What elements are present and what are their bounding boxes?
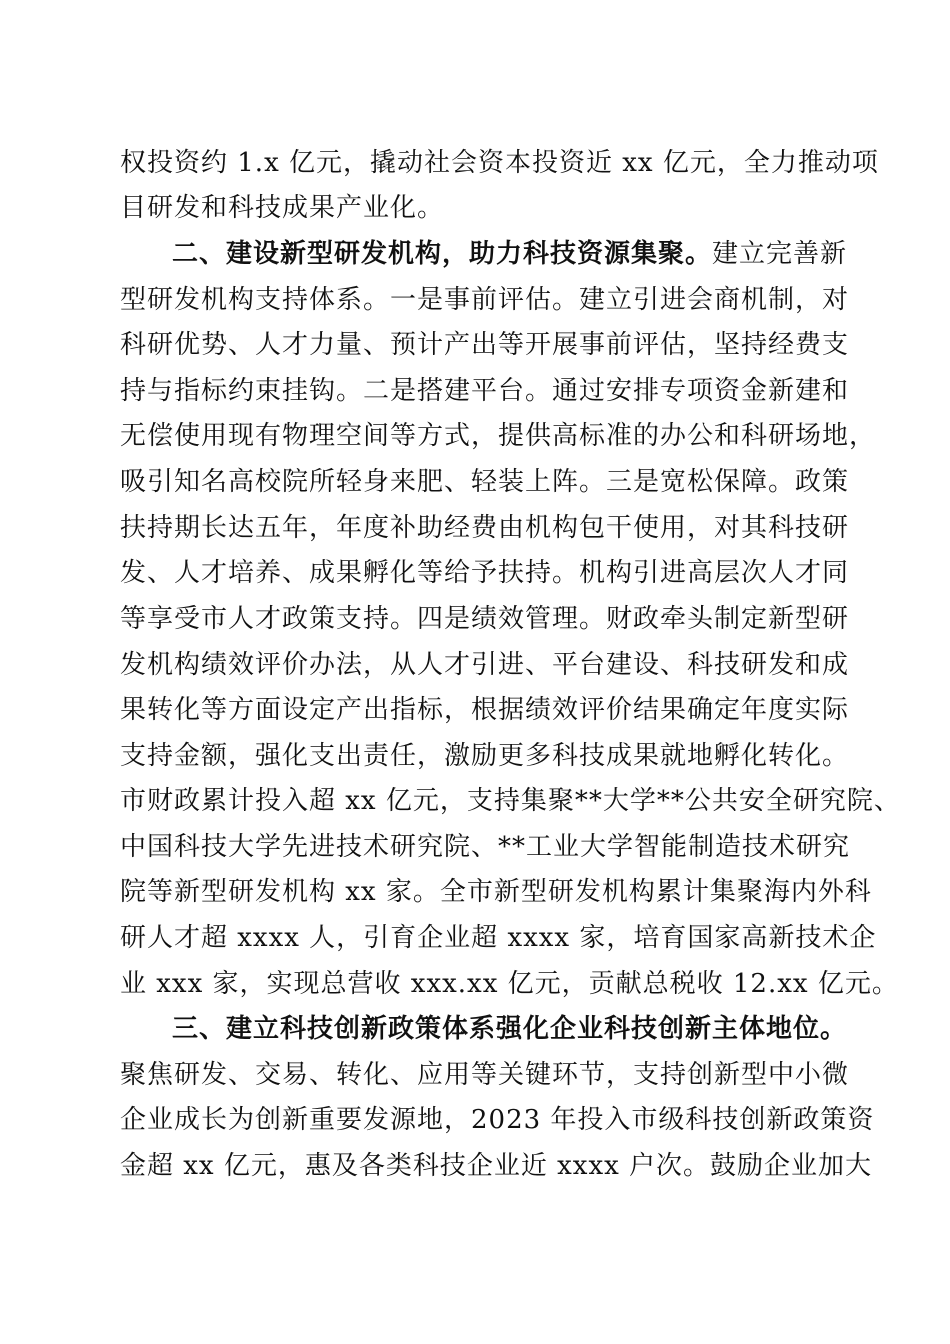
text-line: 研人才超 xxxx 人，引育企业超 xxxx 家，培育国家高新技术企 <box>120 923 877 953</box>
text-line: 科研优势、人才力量、预计产出等开展事前评估，坚持经费支 <box>120 330 850 360</box>
text-line: 目研发和科技成果产业化。 <box>120 193 445 223</box>
text-line: 市财政累计投入超 xx 亿元，支持集聚**大学**公共安全研究院、 <box>120 786 901 816</box>
text-line: 权投资约 1.x 亿元，撬动社会资本投资近 xx 亿元，全力推动项 <box>120 148 879 178</box>
section-heading-3: 三、建立科技创新政策体系强化企业科技创新主体地位。 <box>172 1014 848 1044</box>
text-line: 持与指标约束挂钩。二是搭建平台。通过安排专项资金新建和 <box>120 376 850 406</box>
text-line: 企业成长为创新重要发源地，2023 年投入市级科技创新政策资 <box>120 1105 875 1135</box>
text-line: 吸引知名高校院所轻身来肥、轻装上阵。三是宽松保障。政策 <box>120 467 850 497</box>
text-line: 发、人才培养、成果孵化等给予扶持。机构引进高层次人才同 <box>120 558 850 588</box>
section-heading-line <box>172 1006 848 1052</box>
text-line: 型研发机构支持体系。一是事前评估。建立引进会商机制，对 <box>120 285 850 315</box>
text-line: 院等新型研发机构 xx 家。全市新型研发机构累计集聚海内外科 <box>120 877 872 907</box>
text-line: 业 xxx 家，实现总营收 xxx.xx 亿元，贡献总税收 12.xx 亿元。 <box>120 969 899 999</box>
text-line: 聚焦研发、交易、转化、应用等关键环节，支持创新型中小微 <box>120 1060 850 1090</box>
text-line: 等享受市人才政策支持。四是绩效管理。财政牵头制定新型研 <box>120 604 850 634</box>
section-heading-2: 二、建设新型研发机构，助力科技资源集聚。 <box>172 239 713 269</box>
text-line: 无偿使用现有物理空间等方式，提供高标准的办公和科研场地， <box>120 421 877 451</box>
text-line: 支持金额，强化支出责任，激励更多科技成果就地孵化转化。 <box>120 741 850 771</box>
text-line: 发机构绩效评价办法，从人才引进、平台建设、科技研发和成 <box>120 650 850 680</box>
section-heading-line: 二、建设新型研发机构，助力科技资源集聚。建立完善新 <box>172 239 848 269</box>
text-line: 中国科技大学先进技术研究院、**工业大学智能制造技术研究 <box>120 832 851 862</box>
text-line: 扶持期长达五年，年度补助经费由机构包干使用，对其科技研 <box>120 513 850 543</box>
text-line: 金超 xx 亿元，惠及各类科技企业近 xxxx 户次。鼓励企业加大 <box>120 1151 873 1181</box>
text-line: 果转化等方面设定产出指标，根据绩效评价结果确定年度实际 <box>120 695 850 725</box>
